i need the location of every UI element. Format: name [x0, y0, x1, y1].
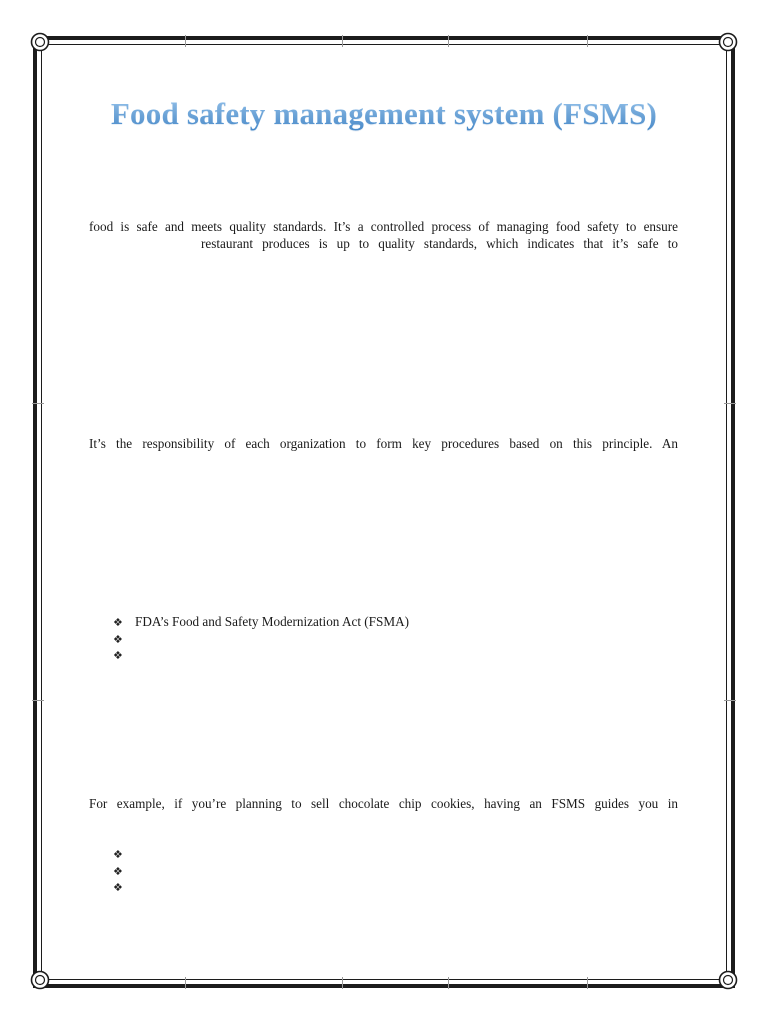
border-tick	[724, 403, 736, 404]
border-tick	[185, 35, 186, 47]
corner-circle-icon	[30, 970, 50, 990]
border-tick	[587, 977, 588, 989]
border-tick	[448, 35, 449, 47]
border-tick	[587, 35, 588, 47]
corner-circle-icon	[30, 32, 50, 52]
corner-circle-icon	[718, 970, 738, 990]
page-border-inner	[41, 44, 727, 980]
border-tick	[342, 35, 343, 47]
border-tick	[342, 977, 343, 989]
diamond-bullet-icon: ❖	[113, 848, 123, 861]
list-item	[113, 647, 409, 664]
paragraph-intro	[89, 218, 678, 252]
border-tick	[185, 977, 186, 989]
paragraph-line: For example, if you’re planning to sell chocolate chip cookies, having an FSMS guides you in	[89, 796, 678, 811]
bullet-list-regulations	[113, 614, 409, 664]
diamond-bullet-icon: ❖	[113, 864, 123, 878]
paragraph-line: restaurant produces is up to quality standards, which indicates that it’s safe to	[201, 236, 678, 251]
list-item	[113, 863, 135, 880]
paragraph-line: It’s the responsibility of each organization to form key procedures based on this principle. An	[89, 436, 678, 451]
paragraph-example	[89, 795, 678, 812]
paragraph-responsibility	[89, 435, 678, 452]
border-tick	[32, 700, 44, 701]
diamond-bullet-icon: ❖	[113, 881, 123, 894]
page-title: Food safety management system (FSMS)	[0, 96, 768, 132]
paragraph-line: food is safe and meets quality standards. It’s a controlled process of managing food safety to ensure	[89, 219, 678, 234]
diamond-bullet-icon: ❖	[113, 616, 123, 629]
diamond-bullet-icon: ❖	[113, 632, 123, 646]
list-item	[113, 846, 135, 863]
corner-circle-icon	[718, 32, 738, 52]
list-item	[113, 614, 409, 631]
list-item	[113, 879, 135, 896]
list-item-text: FDA’s Food and Safety Modernization Act (FSMA)	[135, 614, 409, 629]
border-tick	[448, 977, 449, 989]
border-tick	[32, 403, 44, 404]
bullet-list-steps	[113, 846, 135, 896]
list-item	[113, 631, 409, 648]
diamond-bullet-icon: ❖	[113, 649, 123, 662]
border-tick	[724, 700, 736, 701]
